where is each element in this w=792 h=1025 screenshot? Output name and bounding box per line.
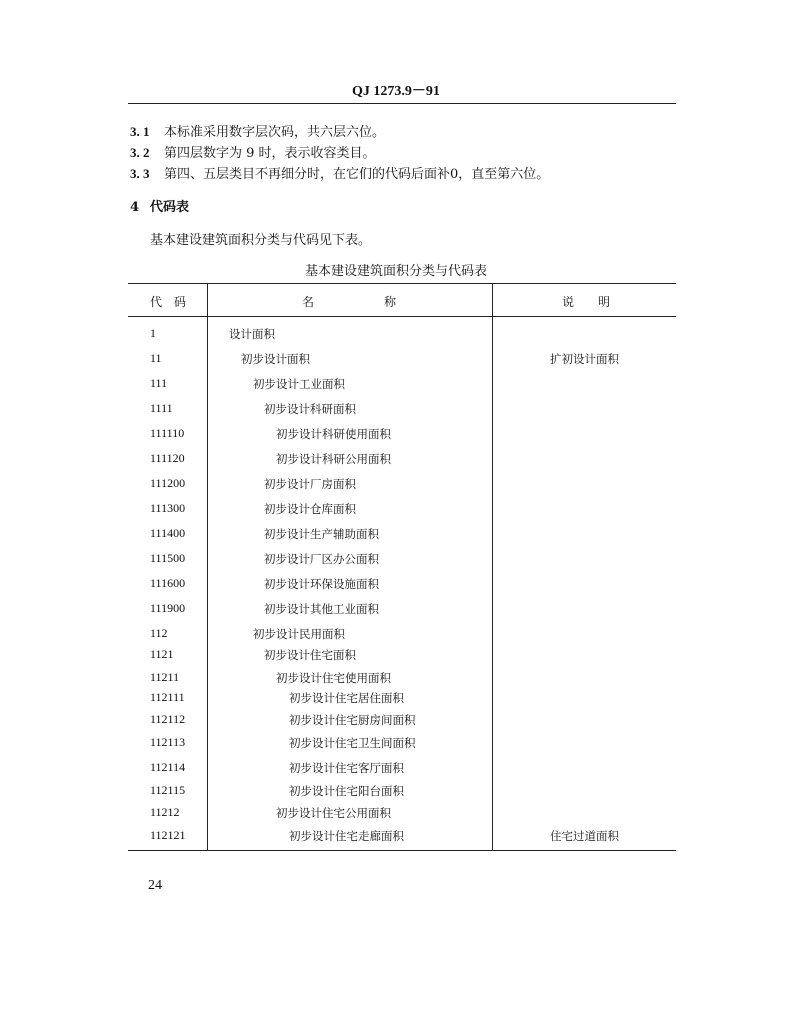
table-top-rule <box>128 283 676 284</box>
table-row <box>0 601 792 621</box>
clause-3-1 <box>130 121 385 140</box>
row-name: 初步设计住宅公用面积 <box>276 806 391 820</box>
row-name: 初步设计科研公用面积 <box>276 452 391 466</box>
row-name: 初步设计其他工业面积 <box>264 602 379 616</box>
row-code: 111120 <box>150 451 185 465</box>
row-code: 111400 <box>150 526 186 540</box>
row-code: 112114 <box>150 760 186 774</box>
row-code: 112115 <box>150 783 186 797</box>
row-name: 初步设计住宅客厅面积 <box>289 761 404 775</box>
row-code: 111300 <box>150 501 186 515</box>
table-row <box>0 501 792 521</box>
column-header-name-left: 名 <box>302 295 315 309</box>
clause-text: 第四层数字为 9 时，表示收容类目。 <box>164 146 376 161</box>
table-row <box>0 805 792 825</box>
row-name: 初步设计住宅使用面积 <box>276 671 391 685</box>
table-row <box>0 526 792 546</box>
clause-3-2 <box>130 142 376 161</box>
row-code: 111600 <box>150 576 186 590</box>
table-bottom-rule <box>128 850 676 851</box>
row-name: 初步设计住宅阳台面积 <box>289 784 404 798</box>
row-name: 设计面积 <box>229 327 275 341</box>
table-row <box>0 326 792 346</box>
row-code: 1121 <box>150 647 174 661</box>
row-code: 112121 <box>150 828 186 842</box>
clause-number: 3. 3 <box>130 166 150 181</box>
row-name: 初步设计住宅走廊面积 <box>289 829 404 843</box>
table-row <box>0 426 792 446</box>
row-code: 11 <box>150 351 162 365</box>
header-divider <box>128 103 676 104</box>
column-header-code: 代 码 <box>150 295 187 309</box>
row-code: 111900 <box>150 601 186 615</box>
table-row <box>0 376 792 396</box>
row-code: 111200 <box>150 476 186 490</box>
row-code: 112112 <box>150 712 186 726</box>
table-row <box>0 551 792 571</box>
row-code: 11211 <box>150 670 180 684</box>
row-name: 初步设计住宅居住面积 <box>289 691 404 705</box>
table-row <box>0 735 792 755</box>
clause-text: 本标准采用数字层次码，共六层六位。 <box>164 125 386 140</box>
document-code-header: QJ 1273.9－91 <box>352 84 440 99</box>
clause-3-3 <box>130 163 549 182</box>
intro-text: 基本建设建筑面积分类与代码见下表。 <box>150 233 372 248</box>
section-title: 代码表 <box>150 200 190 215</box>
row-code: 11212 <box>150 805 180 819</box>
table-row <box>0 401 792 421</box>
table-row <box>0 647 792 667</box>
table-row <box>0 351 792 371</box>
column-header-note-right: 明 <box>598 295 611 309</box>
page-number: 24 <box>148 878 162 893</box>
row-code: 112111 <box>150 690 185 704</box>
row-name: 初步设计住宅卫生间面积 <box>289 736 416 750</box>
clause-number: 3. 2 <box>130 145 150 160</box>
row-code: 112113 <box>150 735 186 749</box>
row-code: 111 <box>150 376 168 390</box>
row-name: 初步设计科研面积 <box>264 402 356 416</box>
table-row <box>0 451 792 471</box>
table-row <box>0 576 792 596</box>
section-number: 4 <box>130 200 140 215</box>
table-row <box>0 690 792 710</box>
row-name: 初步设计厂房面积 <box>264 477 356 491</box>
clause-text: 第四、五层类目不再细分时，在它们的代码后面补0，直至第六位。 <box>164 167 550 182</box>
section-heading <box>130 196 189 215</box>
column-header-name-right: 称 <box>384 295 397 309</box>
table-row <box>0 760 792 780</box>
table-row <box>0 626 792 646</box>
row-name: 初步设计民用面积 <box>253 627 345 641</box>
row-name: 初步设计生产辅助面积 <box>264 527 379 541</box>
row-note: 扩初设计面积 <box>550 352 619 366</box>
row-name: 初步设计厂区办公面积 <box>264 552 379 566</box>
row-name: 初步设计科研使用面积 <box>276 427 391 441</box>
row-note: 住宅过道面积 <box>550 829 619 843</box>
row-name: 初步设计工业面积 <box>253 377 345 391</box>
row-name: 初步设计住宅面积 <box>264 648 356 662</box>
table-title: 基本建设建筑面积分类与代码表 <box>304 264 487 279</box>
clause-number: 3. 1 <box>130 124 150 139</box>
table-row <box>0 670 792 690</box>
table-row <box>0 476 792 496</box>
table-row <box>0 828 792 848</box>
row-code: 111110 <box>150 426 185 440</box>
table-row <box>0 783 792 803</box>
row-code: 112 <box>150 626 168 640</box>
row-name: 初步设计环保设施面积 <box>264 577 379 591</box>
table-header-rule <box>128 316 676 317</box>
row-code: 111500 <box>150 551 186 565</box>
row-name: 初步设计住宅厨房间面积 <box>289 713 416 727</box>
column-header-note-left: 说 <box>562 295 575 309</box>
table-row <box>0 712 792 732</box>
row-name: 初步设计仓库面积 <box>264 502 356 516</box>
row-name: 初步设计面积 <box>241 352 310 366</box>
row-code: 1 <box>150 326 156 340</box>
row-code: 1111 <box>150 401 173 415</box>
